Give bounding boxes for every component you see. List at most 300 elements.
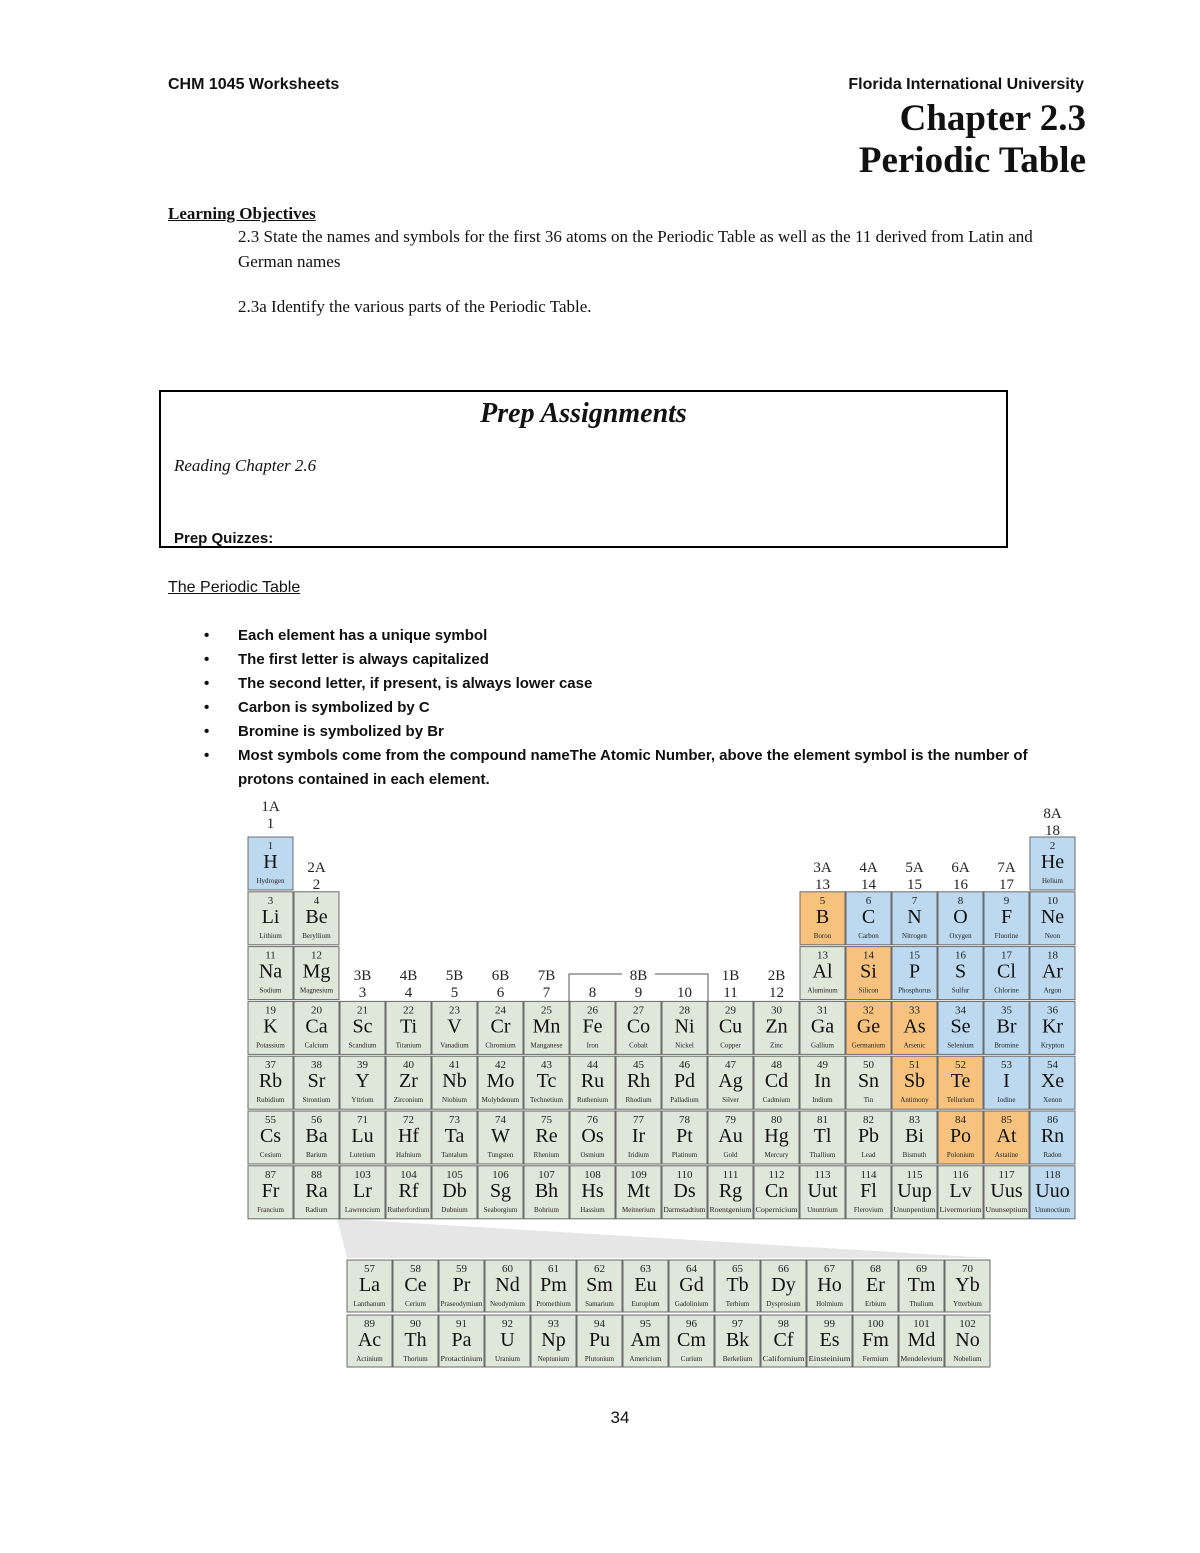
element-cell xyxy=(616,1056,661,1109)
element-cell xyxy=(662,1001,707,1054)
element-cell xyxy=(892,1001,937,1054)
element-symbol: Tm xyxy=(907,1274,936,1296)
element-name: Chlorine xyxy=(994,986,1019,995)
element-symbol: Ge xyxy=(856,1015,881,1038)
group-label-letter: 6A xyxy=(951,860,970,876)
element-cell xyxy=(754,1001,799,1054)
atomic-number: 8 xyxy=(957,894,964,907)
element-cell xyxy=(531,1260,576,1312)
element-cell xyxy=(1030,837,1075,890)
element-cell xyxy=(294,947,339,1000)
element-symbol: Ta xyxy=(444,1125,465,1147)
element-name: Hydrogen xyxy=(256,877,285,885)
group-label-number: 12 xyxy=(769,985,784,1001)
element-name: Zinc xyxy=(770,1041,783,1050)
element-cell xyxy=(432,1001,477,1054)
atomic-number: 92 xyxy=(502,1318,513,1330)
element-symbol: Ce xyxy=(404,1274,427,1296)
group-label-letter: 2B xyxy=(767,968,786,984)
group-label-letter: 1B xyxy=(721,968,740,984)
element-name: Silicon xyxy=(858,986,879,995)
element-name: Radon xyxy=(1043,1151,1062,1159)
atomic-number: 36 xyxy=(1047,1004,1058,1017)
atomic-number: 12 xyxy=(311,949,322,962)
list-item-text: Bromine is symbolized by Br xyxy=(238,723,444,740)
element-name: Mercury xyxy=(764,1151,789,1159)
element-cell xyxy=(439,1260,484,1312)
element-symbol: Mn xyxy=(532,1015,561,1038)
element-symbol: Hf xyxy=(397,1125,420,1147)
element-name: Protactinium xyxy=(440,1355,484,1363)
element-cell xyxy=(892,1166,937,1219)
element-symbol: Uuo xyxy=(1035,1179,1070,1202)
group-label-letter: 3B xyxy=(353,968,372,984)
element-cell xyxy=(248,1001,293,1054)
element-symbol: As xyxy=(903,1015,926,1038)
element-cell xyxy=(386,1001,431,1054)
atomic-number: 28 xyxy=(679,1004,690,1017)
atomic-number: 64 xyxy=(686,1263,697,1275)
element-cell xyxy=(577,1315,622,1367)
element-symbol: Br xyxy=(996,1015,1017,1038)
element-name: Cerium xyxy=(405,1300,426,1308)
element-name: Erbium xyxy=(865,1300,886,1308)
element-name: Fermium xyxy=(862,1355,889,1363)
atomic-number: 93 xyxy=(548,1318,559,1330)
element-name: Niobium xyxy=(442,1096,467,1105)
element-name: Gallium xyxy=(811,1041,834,1050)
element-symbol: Rb xyxy=(258,1070,283,1093)
element-cell xyxy=(1030,1001,1075,1054)
element-cell xyxy=(478,1056,523,1109)
element-name: Chromium xyxy=(485,1041,516,1050)
atomic-number: 11 xyxy=(265,949,276,962)
element-name: Technetium xyxy=(530,1096,563,1105)
atomic-number: 95 xyxy=(640,1318,651,1330)
element-cell xyxy=(846,1111,891,1164)
atomic-number: 102 xyxy=(959,1318,976,1330)
element-name: Ununtrium xyxy=(807,1205,838,1214)
atomic-number: 89 xyxy=(364,1318,375,1330)
element-symbol: W xyxy=(491,1125,510,1147)
group-label-number: 5 xyxy=(450,985,459,1001)
atomic-number: 105 xyxy=(446,1168,463,1181)
element-symbol: Rh xyxy=(626,1070,651,1093)
group-label-letter: 8A xyxy=(1043,806,1062,822)
element-symbol: Cf xyxy=(773,1329,794,1351)
element-symbol: Uus xyxy=(990,1179,1023,1202)
element-symbol: Md xyxy=(907,1329,936,1351)
element-cell xyxy=(1030,1166,1075,1219)
atomic-number: 101 xyxy=(913,1318,930,1330)
element-name: Lutetium xyxy=(349,1151,376,1159)
element-name: Astatine xyxy=(994,1151,1019,1159)
element-cell xyxy=(899,1315,944,1367)
element-symbol: Cu xyxy=(718,1015,743,1038)
element-symbol: Xe xyxy=(1040,1070,1065,1093)
element-symbol: He xyxy=(1040,851,1065,873)
element-name: Cadmium xyxy=(762,1096,791,1105)
element-symbol: Rf xyxy=(398,1179,419,1202)
element-cell xyxy=(340,1111,385,1164)
element-symbol: S xyxy=(954,960,967,983)
element-symbol: Tc xyxy=(536,1070,557,1093)
atomic-number: 70 xyxy=(962,1263,973,1275)
element-symbol: Cn xyxy=(764,1179,789,1202)
atomic-number: 85 xyxy=(1001,1114,1012,1126)
element-symbol: Ru xyxy=(580,1070,605,1093)
element-cell xyxy=(715,1260,760,1312)
element-cell xyxy=(800,947,845,1000)
element-cell xyxy=(899,1260,944,1312)
element-symbol: Lv xyxy=(949,1179,972,1202)
element-name: Platinum xyxy=(671,1151,698,1159)
element-cell xyxy=(800,1001,845,1054)
atomic-number: 61 xyxy=(548,1263,559,1275)
element-symbol: In xyxy=(814,1070,831,1093)
bullet-icon: • xyxy=(204,747,210,764)
element-name: Gadolinium xyxy=(674,1300,709,1308)
element-cell xyxy=(393,1260,438,1312)
atomic-number: 55 xyxy=(265,1114,276,1126)
element-symbol: Sm xyxy=(586,1274,613,1296)
element-name: Thallium xyxy=(809,1151,836,1159)
element-symbol: I xyxy=(1003,1070,1010,1093)
element-name: Lithium xyxy=(259,931,282,940)
element-name: Argon xyxy=(1043,986,1062,995)
element-cell xyxy=(340,1166,385,1219)
atomic-number: 3 xyxy=(267,894,274,907)
atomic-number: 80 xyxy=(771,1114,782,1126)
element-symbol: C xyxy=(861,905,876,928)
atomic-number: 7 xyxy=(911,894,918,907)
element-symbol: Sg xyxy=(489,1179,512,1202)
atomic-number: 52 xyxy=(955,1059,966,1072)
element-cell xyxy=(1030,947,1075,1000)
element-cell xyxy=(938,1111,983,1164)
atomic-number: 65 xyxy=(732,1263,743,1275)
atomic-number: 108 xyxy=(584,1168,601,1181)
course-title: CHM 1045 Worksheets xyxy=(168,76,340,93)
element-symbol: Uut xyxy=(807,1179,838,1202)
element-symbol: Si xyxy=(860,960,877,983)
group-label-letter: 2A xyxy=(307,860,326,876)
element-name: Plutonium xyxy=(584,1355,615,1363)
atomic-number: 10 xyxy=(1047,894,1058,907)
element-cell xyxy=(761,1315,806,1367)
group-label-number: 1 xyxy=(266,816,275,832)
element-symbol: Re xyxy=(535,1125,558,1147)
atomic-number: 79 xyxy=(725,1114,736,1126)
atomic-number: 77 xyxy=(633,1114,644,1126)
element-name: Thorium xyxy=(403,1355,428,1363)
atomic-number: 68 xyxy=(870,1263,881,1275)
atomic-number: 21 xyxy=(357,1004,368,1017)
element-cell xyxy=(432,1166,477,1219)
element-cell xyxy=(984,1111,1029,1164)
element-symbol: Pa xyxy=(451,1329,472,1351)
element-cell xyxy=(248,1056,293,1109)
element-symbol: Sr xyxy=(307,1070,326,1093)
element-symbol: O xyxy=(953,905,968,928)
element-cell xyxy=(846,892,891,945)
group-label-letter: 1A xyxy=(261,799,280,815)
element-symbol: Rg xyxy=(718,1179,743,1202)
element-symbol: Pr xyxy=(452,1274,471,1296)
atomic-number: 74 xyxy=(495,1114,506,1126)
element-name: Einsteinium xyxy=(808,1355,852,1363)
atomic-number: 4 xyxy=(313,894,320,907)
element-cell xyxy=(984,892,1029,945)
element-cell xyxy=(386,1166,431,1219)
element-name: Europium xyxy=(631,1300,660,1308)
element-name: Fluorine xyxy=(994,931,1019,940)
atomic-number: 99 xyxy=(824,1318,835,1330)
element-cell xyxy=(623,1315,668,1367)
atomic-number: 1 xyxy=(267,840,274,852)
chapter-topic: Periodic Table xyxy=(858,140,1086,181)
element-name: Ununoctium xyxy=(1035,1205,1070,1214)
element-symbol: Nb xyxy=(442,1070,467,1093)
element-cell xyxy=(432,1111,477,1164)
element-symbol: Cd xyxy=(764,1070,789,1093)
element-symbol: Mt xyxy=(626,1179,651,1202)
element-name: Magnesium xyxy=(299,986,334,995)
element-cell xyxy=(938,1056,983,1109)
element-cell xyxy=(524,1001,569,1054)
element-cell xyxy=(853,1315,898,1367)
atomic-number: 47 xyxy=(725,1059,736,1072)
atomic-number: 76 xyxy=(587,1114,598,1126)
atomic-number: 45 xyxy=(633,1059,644,1072)
element-symbol: Db xyxy=(442,1179,467,1202)
atomic-number: 113 xyxy=(814,1168,831,1181)
element-cell xyxy=(984,947,1029,1000)
element-name: Palladium xyxy=(670,1096,699,1105)
element-name: Molybdenum xyxy=(481,1096,520,1105)
element-name: Praseodymium xyxy=(440,1300,484,1308)
element-symbol: Ti xyxy=(399,1015,418,1038)
atomic-number: 13 xyxy=(817,949,828,962)
atomic-number: 26 xyxy=(587,1004,598,1017)
atomic-number: 42 xyxy=(495,1059,506,1072)
atomic-number: 109 xyxy=(630,1168,647,1181)
atomic-number: 94 xyxy=(594,1318,605,1330)
atomic-number: 17 xyxy=(1001,949,1012,962)
element-cell xyxy=(853,1260,898,1312)
element-cell xyxy=(892,1111,937,1164)
element-name: Neodymium xyxy=(490,1300,525,1308)
element-name: Zirconium xyxy=(393,1096,424,1105)
atomic-number: 43 xyxy=(541,1059,552,1072)
element-symbol: Lr xyxy=(353,1179,372,1202)
element-symbol: Tl xyxy=(813,1125,832,1147)
element-symbol: Cr xyxy=(490,1015,511,1038)
element-cell xyxy=(570,1166,615,1219)
element-symbol: Yb xyxy=(955,1274,980,1296)
element-symbol: Pu xyxy=(588,1329,611,1351)
element-symbol: Fm xyxy=(862,1329,889,1351)
element-name: Ruthenium xyxy=(576,1096,609,1105)
element-name: Hassium xyxy=(580,1205,605,1214)
group-label-number: 2 xyxy=(312,877,321,893)
atomic-number: 9 xyxy=(1003,894,1010,907)
element-symbol: Ir xyxy=(631,1125,646,1147)
atomic-number: 16 xyxy=(955,949,966,962)
element-symbol: Dy xyxy=(771,1274,796,1296)
element-cell xyxy=(347,1315,392,1367)
element-cell xyxy=(1030,892,1075,945)
element-name: Dysprosium xyxy=(766,1300,801,1308)
element-name: Boron xyxy=(813,931,832,940)
element-cell xyxy=(892,892,937,945)
bullet-icon: • xyxy=(204,699,210,716)
element-cell xyxy=(294,892,339,945)
element-name: Curium xyxy=(680,1355,703,1363)
atomic-number: 53 xyxy=(1001,1059,1012,1072)
element-cell xyxy=(662,1056,707,1109)
element-name: Xenon xyxy=(1043,1096,1062,1105)
element-name: Oxygen xyxy=(949,931,972,940)
group-label-number: 13 xyxy=(815,877,830,893)
group-label-letter: 4A xyxy=(859,860,878,876)
element-symbol: Cs xyxy=(259,1125,282,1147)
element-name: Iron xyxy=(586,1041,599,1050)
atomic-number: 6 xyxy=(865,894,872,907)
element-symbol: B xyxy=(815,905,830,928)
element-symbol: Th xyxy=(404,1329,427,1351)
atomic-number: 19 xyxy=(265,1004,276,1017)
element-cell xyxy=(800,1056,845,1109)
element-name: Barium xyxy=(306,1151,327,1159)
element-name: Nitrogen xyxy=(902,931,927,940)
atomic-number: 118 xyxy=(1044,1168,1061,1181)
element-symbol: Se xyxy=(950,1015,971,1038)
element-name: Ytterbium xyxy=(953,1300,982,1308)
atomic-number: 86 xyxy=(1047,1114,1058,1126)
element-cell xyxy=(1030,1056,1075,1109)
atomic-number: 2 xyxy=(1049,840,1056,852)
atomic-number: 75 xyxy=(541,1114,552,1126)
element-symbol: Uup xyxy=(897,1179,932,1202)
element-symbol: Kr xyxy=(1041,1015,1064,1038)
element-symbol: Zn xyxy=(765,1015,788,1038)
element-symbol: P xyxy=(908,960,921,983)
atomic-number: 23 xyxy=(449,1004,460,1017)
f-block-connector xyxy=(337,1219,991,1258)
atomic-number: 34 xyxy=(955,1004,966,1017)
element-name: Lawrencium xyxy=(344,1205,381,1214)
atomic-number: 40 xyxy=(403,1059,414,1072)
element-symbol: Rn xyxy=(1040,1125,1065,1147)
element-cell xyxy=(846,1001,891,1054)
atomic-number: 20 xyxy=(311,1004,322,1017)
group-label-number: 8 xyxy=(588,985,597,1001)
atomic-number: 72 xyxy=(403,1114,414,1126)
element-cell xyxy=(294,1111,339,1164)
atomic-number: 81 xyxy=(817,1114,828,1126)
element-name: Rhodium xyxy=(625,1096,652,1105)
element-name: Lead xyxy=(861,1151,876,1159)
element-cell xyxy=(616,1001,661,1054)
group-label-number: 14 xyxy=(861,877,876,893)
element-name: Ununpentium xyxy=(893,1205,937,1214)
list-item-text: The first letter is always capitalized xyxy=(238,651,489,668)
element-cell xyxy=(340,1056,385,1109)
element-symbol: Bk xyxy=(725,1329,750,1351)
element-symbol: Gd xyxy=(679,1274,704,1296)
element-cell xyxy=(800,892,845,945)
element-symbol: Ca xyxy=(305,1015,328,1038)
element-name: Bismuth xyxy=(902,1151,927,1159)
atomic-number: 100 xyxy=(867,1318,884,1330)
element-name: Helium xyxy=(1042,877,1063,885)
group-label-letter: 7A xyxy=(997,860,1016,876)
prep-quizzes: Prep Quizzes: xyxy=(174,530,274,547)
element-symbol: Li xyxy=(261,905,280,928)
element-cell xyxy=(807,1260,852,1312)
atomic-number: 24 xyxy=(495,1004,506,1017)
atomic-number: 50 xyxy=(863,1059,874,1072)
atomic-number: 44 xyxy=(587,1059,598,1072)
element-name: Radium xyxy=(305,1205,328,1214)
element-name: Terbium xyxy=(725,1300,750,1308)
element-name: Aluminum xyxy=(807,986,838,995)
element-symbol: H xyxy=(263,851,278,873)
atomic-number: 30 xyxy=(771,1004,782,1017)
atomic-number: 66 xyxy=(778,1263,789,1275)
atomic-number: 97 xyxy=(732,1318,743,1330)
element-symbol: Sb xyxy=(903,1070,926,1093)
element-cell xyxy=(892,1056,937,1109)
element-name: Beryllium xyxy=(302,931,331,940)
group-label-number: 6 xyxy=(496,985,505,1001)
element-cell xyxy=(347,1260,392,1312)
element-name: Vanadium xyxy=(440,1041,469,1050)
atomic-number: 51 xyxy=(909,1059,920,1072)
element-cell xyxy=(938,1166,983,1219)
bullet-icon: • xyxy=(204,723,210,740)
group-label-number: 17 xyxy=(999,877,1014,893)
atomic-number: 87 xyxy=(265,1168,276,1181)
element-symbol: Sc xyxy=(352,1015,373,1038)
atomic-number: 46 xyxy=(679,1059,690,1072)
element-name: Copper xyxy=(720,1041,741,1050)
element-name: Californium xyxy=(762,1355,806,1363)
atomic-number: 73 xyxy=(449,1114,460,1126)
element-cell xyxy=(485,1315,530,1367)
element-cell xyxy=(708,1001,753,1054)
element-symbol: V xyxy=(447,1015,462,1038)
atomic-number: 69 xyxy=(916,1263,927,1275)
element-cell xyxy=(846,947,891,1000)
element-name: Strontium xyxy=(302,1096,331,1105)
element-cell xyxy=(248,837,293,890)
element-symbol: Pd xyxy=(673,1070,696,1093)
element-name: Copernicium xyxy=(755,1205,799,1214)
atomic-number: 83 xyxy=(909,1114,920,1126)
element-cell xyxy=(524,1056,569,1109)
element-cell xyxy=(531,1315,576,1367)
element-name: Krypton xyxy=(1040,1041,1065,1050)
element-name: Antimony xyxy=(900,1096,929,1105)
element-name: Germanium xyxy=(851,1041,886,1050)
element-cell xyxy=(984,1166,1029,1219)
element-symbol: Po xyxy=(949,1125,972,1147)
element-cell xyxy=(984,1001,1029,1054)
element-cell xyxy=(938,947,983,1000)
element-cell xyxy=(294,1056,339,1109)
